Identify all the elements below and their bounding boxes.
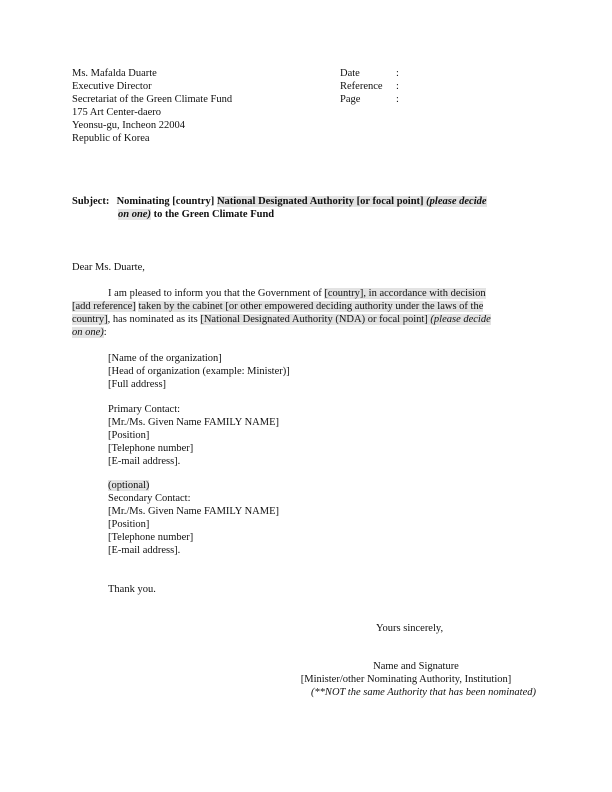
- org-head: [Head of organization (example: Minister)]: [108, 366, 290, 377]
- primary-contact-heading: Primary Contact:: [108, 404, 181, 415]
- meta-block: [340, 68, 420, 107]
- primary-contact-phone: [Telephone number]: [108, 443, 194, 454]
- subject-to-gcf: to the Green Climate Fund: [153, 209, 275, 220]
- thank-you: Thank you.: [108, 584, 156, 595]
- body-line-3: country], has nominated as its [National Designated Authority (NDA) or focal point] (please decide: [72, 314, 491, 325]
- subject-on-one: on one): [118, 209, 151, 220]
- primary-contact-name: [Mr./Ms. Given Name FAMILY NAME]: [108, 417, 280, 428]
- subject-nda: National Designated Authority [or focal point]: [216, 196, 424, 207]
- org-name: [Name of the organization]: [108, 353, 222, 364]
- secondary-contact-email: [E-mail address].: [108, 545, 181, 556]
- signature-block: [276, 661, 536, 700]
- subject-nominating: Nominating [country]: [116, 196, 215, 207]
- closing: Yours sincerely,: [376, 623, 444, 634]
- primary-contact-position: [Position]: [108, 430, 150, 441]
- body-line-1: I am pleased to inform you that the Government of [country], in accordance with decision: [108, 288, 486, 299]
- primary-contact-block: [108, 404, 279, 469]
- organization-block: [108, 353, 290, 392]
- body-line-4: on one):: [72, 327, 107, 338]
- addressee-street: 175 Art Center-daero: [72, 107, 162, 118]
- addressee-country: Republic of Korea: [72, 133, 150, 144]
- signature-note: (**NOT the same Authority that has been nominated): [310, 687, 536, 698]
- signature-name: Name and Signature: [373, 661, 459, 672]
- org-address: [Full address]: [108, 379, 167, 390]
- reference-colon: :: [396, 81, 399, 92]
- subject-label: Subject:: [72, 196, 110, 207]
- body-nda-highlight: [National Designated Authority (NDA) or focal point]: [200, 314, 428, 325]
- page-colon: :: [396, 94, 399, 105]
- body-line-2: [add reference] taken by the cabinet [or other empowered deciding authority under the laws of the: [72, 301, 484, 312]
- body-reference-highlight: [add reference]: [72, 301, 136, 312]
- salutation: Dear Ms. Duarte,: [72, 262, 145, 273]
- secondary-contact-name: [Mr./Ms. Given Name FAMILY NAME]: [108, 506, 280, 517]
- addressee-title: Executive Director: [72, 81, 152, 92]
- optional-label: (optional): [108, 480, 150, 491]
- secondary-contact-position: [Position]: [108, 519, 150, 530]
- secondary-contact-phone: [Telephone number]: [108, 532, 194, 543]
- reference-label: Reference: [340, 81, 383, 92]
- page-label: Page: [340, 94, 361, 105]
- addressee-block: [72, 68, 232, 146]
- addressee-city: Yeonsu-gu, Incheon 22004: [72, 120, 185, 131]
- secondary-contact-heading: Secondary Contact:: [108, 493, 191, 504]
- subject-line-1: [72, 196, 487, 209]
- date-colon: :: [396, 68, 399, 79]
- signature-title: [Minister/other Nominating Authority, Institution]: [300, 674, 512, 685]
- subject-line-2: [118, 209, 274, 222]
- addressee-organization: Secretariat of the Green Climate Fund: [72, 94, 233, 105]
- addressee-name: Ms. Mafalda Duarte: [72, 68, 157, 79]
- date-label: Date: [340, 68, 360, 79]
- body-country-highlight: [country], in accordance with decision: [324, 288, 486, 299]
- primary-contact-email: [E-mail address].: [108, 456, 181, 467]
- secondary-contact-block: [108, 480, 279, 558]
- subject-please-decide: (please decide: [426, 196, 487, 207]
